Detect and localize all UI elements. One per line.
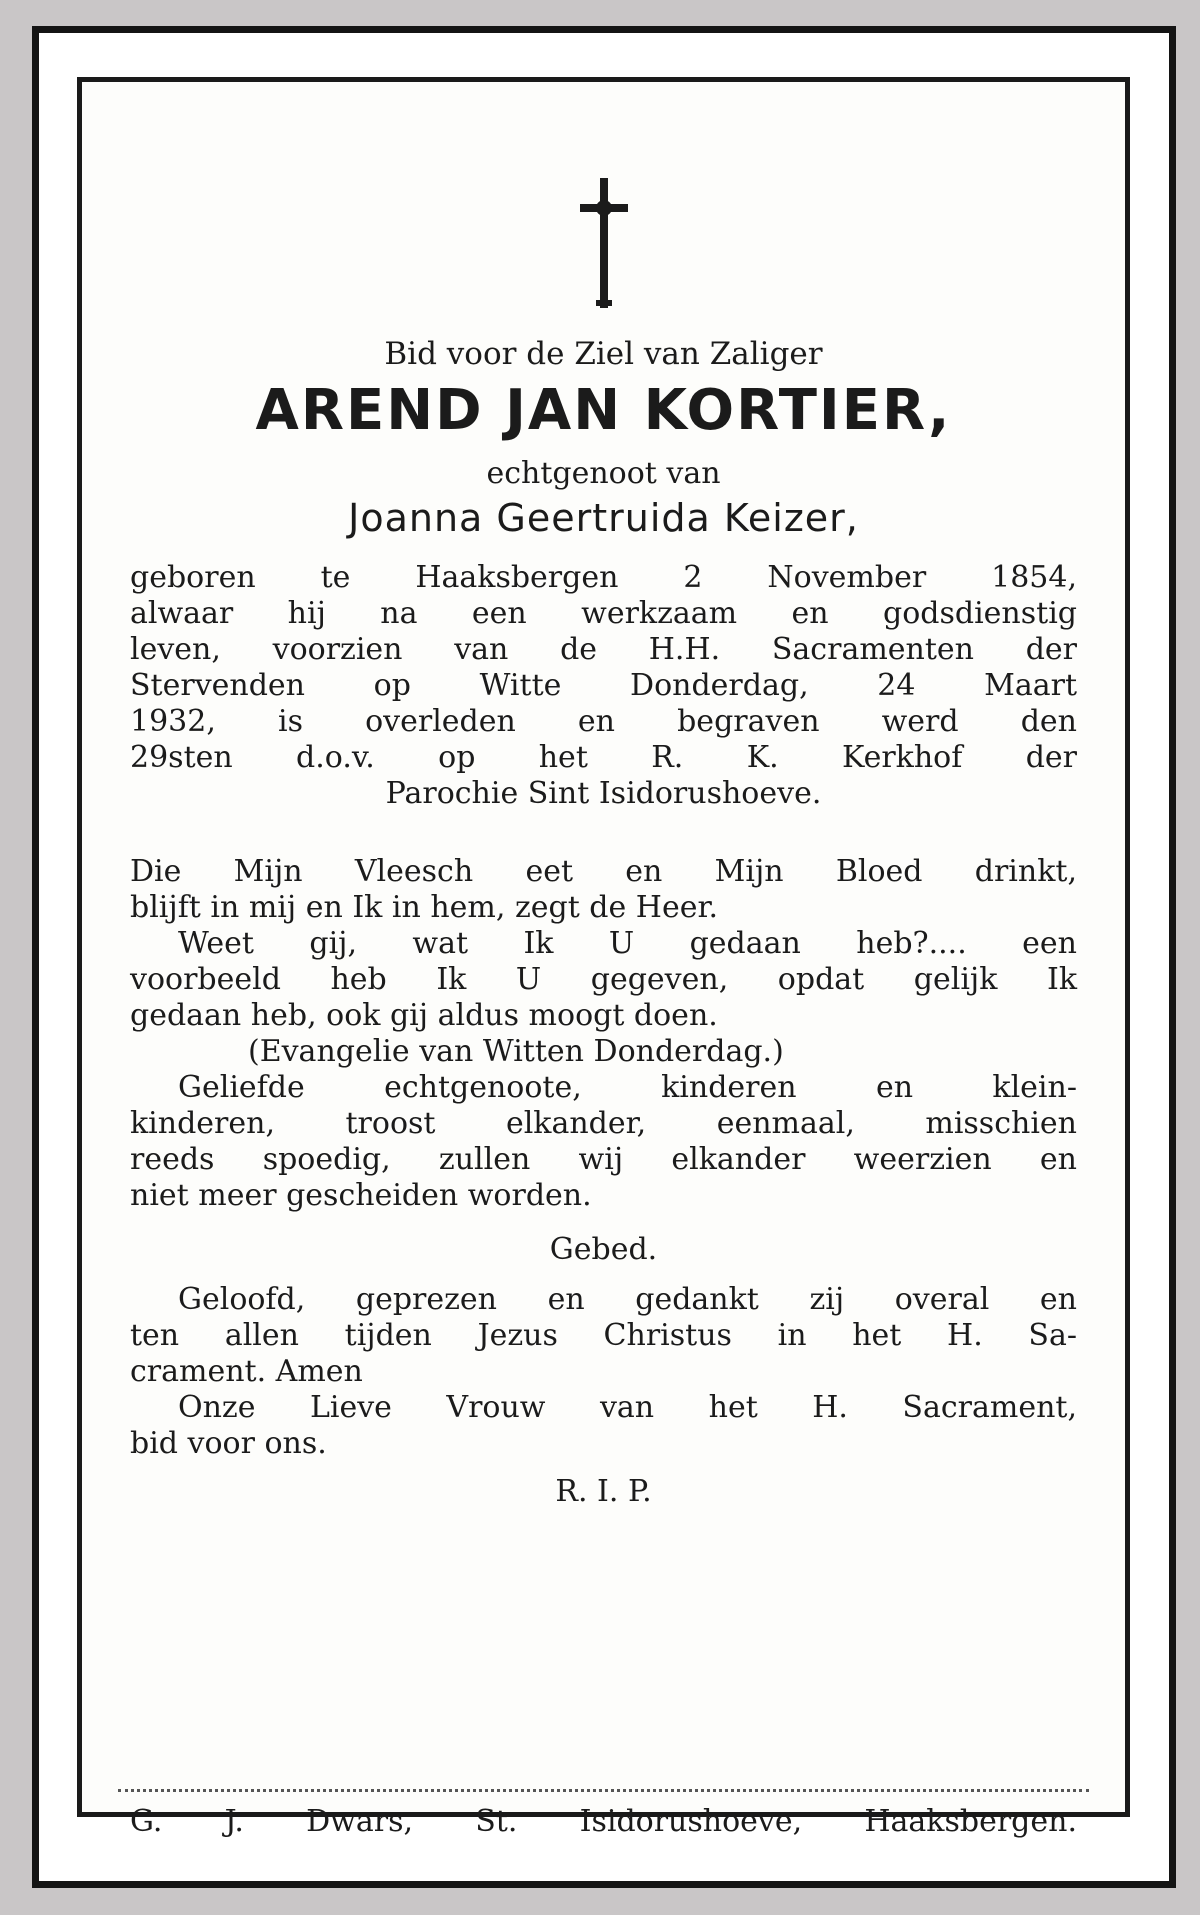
card-border-frame <box>77 77 1130 1839</box>
verse-line: Weet gij, wat Ik U gedaan heb?.... een <box>178 926 1077 961</box>
verse-line: Die Mijn Vleesch eet en Mijn Bloed drinkt, <box>130 854 1077 889</box>
deceased-name: AREND JAN KORTIER, <box>255 378 952 443</box>
family-line: kinderen, troost elkander, eenmaal, misschien <box>130 1106 1077 1141</box>
prayer-line: bid voor ons. <box>130 1426 327 1461</box>
prayer-line: Geloofd, geprezen en gedankt zij overal en <box>178 1282 1077 1317</box>
rip-text: R. I. P. <box>555 1474 652 1509</box>
dotted-divider <box>118 1789 1089 1792</box>
family-line: niet meer gescheiden worden. <box>130 1178 592 1213</box>
bio-line: leven, voorzien van de H.H. Sacramenten der <box>130 632 1077 667</box>
prayer-line: ten allen tijden Jezus Christus in het H. Sa- <box>130 1318 1077 1353</box>
bio-line: 29sten d.o.v. op het R. K. Kerkhof der <box>130 740 1077 775</box>
verse-line: gedaan heb, ook gij aldus moogt doen. <box>130 998 718 1033</box>
memorial-card <box>32 26 1176 1888</box>
bio-last-line: Parochie Sint Isidorushoeve. <box>385 776 822 811</box>
verse-line: blijft in mij en Ik in hem, zegt de Heer. <box>130 890 719 925</box>
prayer-line: Onze Lieve Vrouw van het H. Sacrament, <box>178 1390 1077 1425</box>
verse-source: (Evangelie van Witten Donderdag.) <box>248 1034 784 1069</box>
prayer-line: crament. Amen <box>130 1354 363 1389</box>
cross-icon <box>574 178 634 308</box>
bio-line: geboren te Haaksbergen 2 November 1854, <box>130 560 1077 595</box>
prayer-title: Gebed. <box>549 1232 658 1267</box>
bio-line: Stervenden op Witte Donderdag, 24 Maart <box>130 668 1077 703</box>
printer-line: G. J. Dwars, St. Isidorushoeve, Haaksbergen. <box>130 1804 1077 1839</box>
family-line: Geliefde echtgenoote, kinderen en klein- <box>178 1070 1077 1105</box>
spouse-intro: echtgenoot van <box>486 456 721 491</box>
card-heading: Bid voor de Ziel van Zaliger <box>384 336 823 372</box>
bio-line: alwaar hij na een werkzaam en godsdienstig <box>130 596 1077 631</box>
family-line: reeds spoedig, zullen wij elkander weerzien en <box>130 1142 1077 1177</box>
bio-line: 1932, is overleden en begraven werd den <box>130 704 1077 739</box>
spouse-name: Joanna Geertruida Keizer, <box>348 496 859 540</box>
verse-line: voorbeeld heb Ik U gegeven, opdat gelijk Ik <box>130 962 1077 997</box>
